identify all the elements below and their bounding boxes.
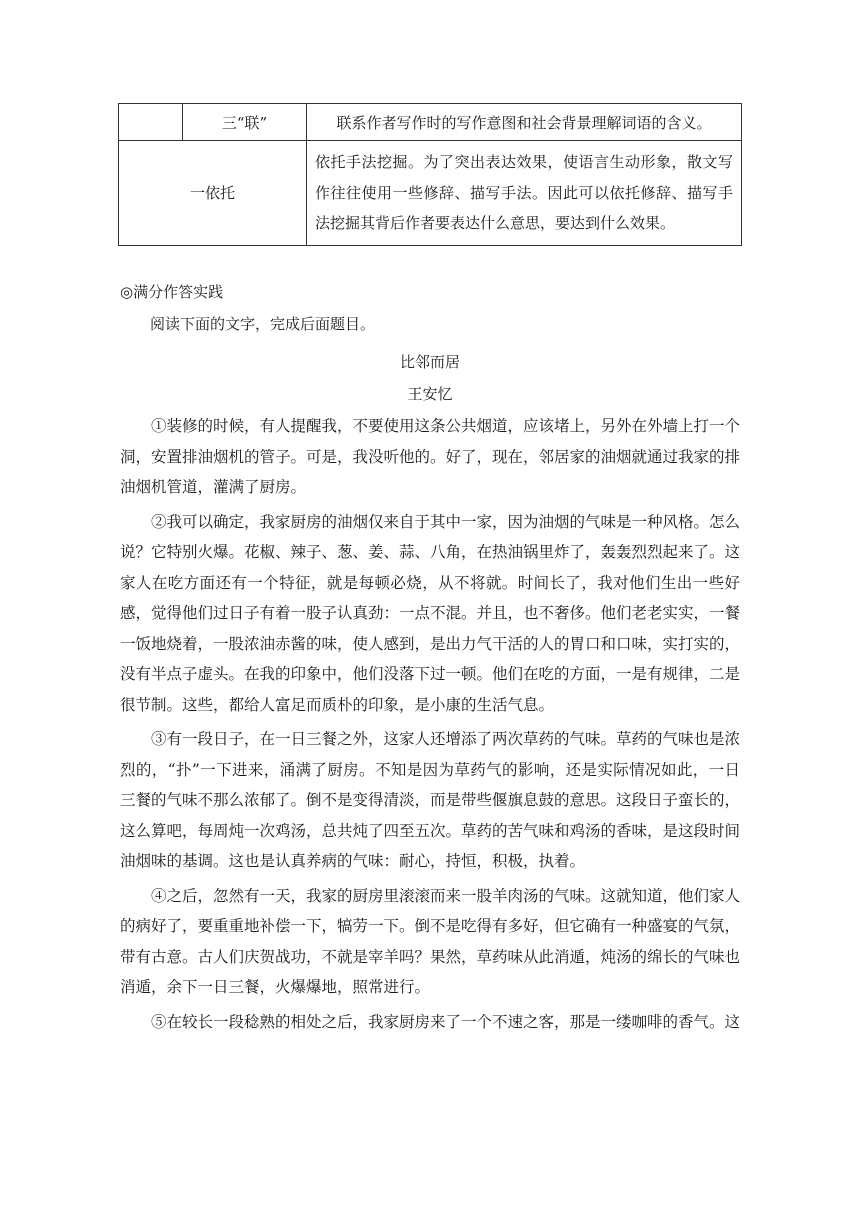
paragraph: ①装修的时候，有人提醒我，不要使用这条公共烟道，应该堵上，另外在外墙上打一个洞，安置排油烟机的管子。可是，我没听他的。好了，现在，邻居家的油烟就通过我家的排油烟机管道，灌满了厨房。 — [120, 417, 741, 496]
table-cell-description: 依托手法挖掘。为了突出表达效果，使语言生动形象，散文写作往往使用一些修辞、描写手法。因此可以依托修辞、描写手法挖掘其背后作者要表达什么意思，要达到什么效果。 — [307, 141, 742, 246]
table-row — [119, 104, 742, 141]
section-title: ◎满分作答实践 — [120, 283, 224, 301]
paragraph: ③有一段日子，在一日三餐之外，这家人还增添了两次草药的气味。草药的气味也是浓烈的，“扑”一下进来，涌满了厨房。不知是因为草药气的影响，还是实际情况如此，一日三餐的气味不那么浓郁了。倒不是变得清淡，而是带些偃旗息鼓的意思。这段日子蛮长的，这么算吧，每周炖一次鸡汤，总共炖了四至五次。草药的苦气味和鸡汤的香味，是这段时间油烟味的基调。这也是认真养病的气味：耐心，持恒，积极，执着。 — [120, 730, 741, 870]
article-author: 王安忆 — [407, 385, 453, 403]
instruction-text: 阅读下面的文字，完成后面题目。 — [150, 315, 376, 333]
article-body — [120, 411, 740, 1041]
table-cell-description: 联系作者写作时的写作意图和社会背景理解词语的含义。 — [307, 104, 742, 141]
paragraph: ②我可以确定，我家厨房的油烟仅来自于其中一家，因为油烟的气味是一种风格。怎么说？它特别火爆。花椒、辣子、葱、姜、蒜、八角，在热油锅里炸了，轰轰烈烈起来了。这家人在吃方面还有一个特征，就是每顿必烧，从不将就。时间长了，我对他们生出一些好感，觉得他们过日子有着一股子认真劲：一点不混。并且，也不奢侈。他们老老实实，一餐一饭地烧着，一股浓油赤酱的味，使人感到，是出力气干活的人的胃口和口味，实打实的，没有半点子虚头。在我的印象中，他们没落下过一顿。他们在吃的方面，一是有规律，二是很节制。这些，都给人富足而质朴的印象，是小康的生活气息。 — [120, 512, 741, 714]
table-cell-sub-method: 三“联” — [183, 104, 307, 141]
paragraph: ⑤在较长一段稔熟的相处之后，我家厨房来了一个不速之客，那是一缕咖啡的香气。这 — [151, 1012, 741, 1031]
table-row — [119, 141, 742, 246]
method-table — [118, 103, 742, 246]
article-title: 比邻而居 — [399, 353, 460, 371]
paragraph: ④之后，忽然有一天，我家的厨房里滚滚而来一股羊肉汤的气味。这就知道，他们家人的病好了，要重重地补偿一下，犒劳一下。倒不是吃得有多好，但它确有一种盛宴的气氛，带有古意。古人们庆贺战功，不就是宰羊吗？果然，草药味从此消遁，炖汤的绵长的气味也消遁，余下一日三餐，火爆爆地，照常进行。 — [120, 886, 741, 996]
table-cell-method: 一依托 — [119, 141, 307, 246]
table-cell-empty — [119, 104, 183, 141]
